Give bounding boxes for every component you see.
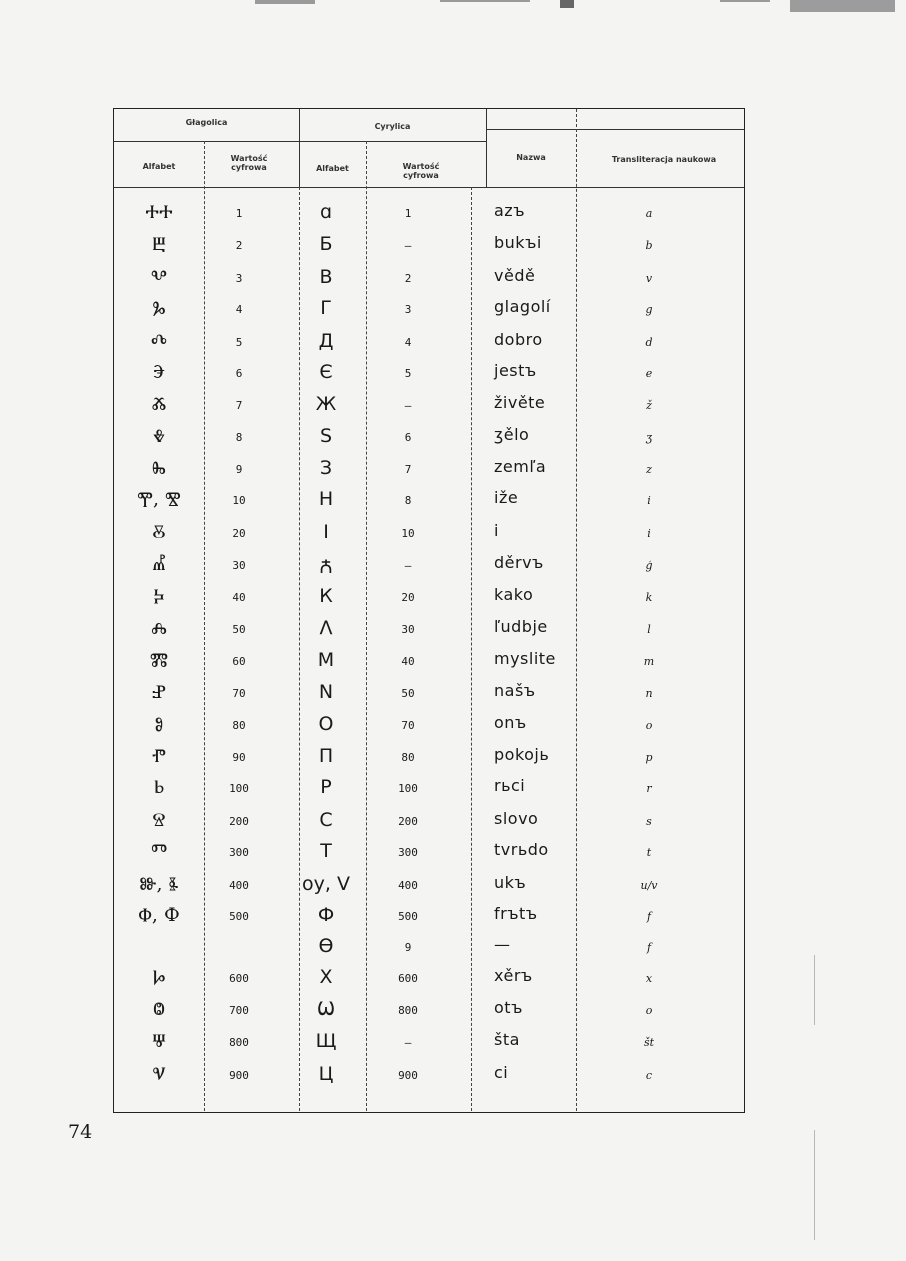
glyph-glagolitic: Ⰴ — [150, 330, 168, 352]
cyrillic-value: 1 — [404, 207, 412, 220]
transliteration: r — [646, 782, 652, 795]
letter-name: myslite — [494, 649, 556, 668]
letter-name: glagolí — [494, 297, 551, 316]
transliteration: f — [646, 941, 652, 954]
transliteration: ž — [646, 399, 652, 412]
transliteration: o — [645, 719, 653, 732]
glagolitic-value: 5 — [235, 336, 243, 349]
letter-name: kako — [494, 585, 534, 604]
cyrillic-value: 20 — [401, 591, 415, 604]
header-c-wartosc: Wartość cyfrowa — [402, 162, 440, 180]
header-top-right — [486, 129, 744, 130]
transliteration: m — [643, 655, 655, 668]
letter-name: iže — [494, 488, 519, 507]
letter-name: ci — [494, 1063, 509, 1082]
header-c-alfabet: Alfabet — [316, 164, 349, 173]
header-group-divider — [299, 109, 300, 187]
letter-name: jestъ — [494, 361, 537, 380]
cyrillic-value: 40 — [401, 655, 415, 668]
transliteration: b — [645, 239, 653, 252]
letter-name: živěte — [494, 393, 546, 412]
cyrillic-value: 300 — [398, 846, 418, 859]
glyph-glagolitic: Ⰷ — [152, 425, 166, 447]
header-g-alfabet: Alfabet — [142, 162, 176, 171]
column-line — [366, 141, 367, 1111]
glagolitic-value: 100 — [229, 782, 249, 795]
scan-mark — [790, 0, 895, 12]
transliteration: št — [643, 1036, 655, 1049]
glyph-cyrillic: ɑ — [319, 201, 333, 223]
cyrillic-value: 900 — [398, 1069, 418, 1082]
letter-name: šta — [494, 1030, 520, 1049]
glyph-glagolitic: ⰀⰀ — [145, 201, 173, 223]
letter-name: děrvъ — [494, 553, 544, 572]
letter-name: zemľa — [494, 457, 547, 476]
header-cyrylica: Cyrylica — [374, 122, 411, 131]
glagolitic-value: 800 — [229, 1036, 249, 1049]
header-transliteracja: Transliteracja naukowa — [611, 155, 717, 164]
letter-name: onъ — [494, 713, 527, 732]
scan-mark — [560, 0, 574, 8]
scan-edge-line — [814, 1130, 815, 1240]
glagolitic-value: 200 — [229, 815, 249, 828]
transliteration: ʒ — [645, 431, 653, 444]
letter-name: ʒělo — [494, 425, 530, 444]
cyrillic-value: — — [404, 399, 412, 412]
column-line — [471, 187, 472, 1111]
glyph-cyrillic: П — [318, 745, 334, 767]
letter-name: tvrьdo — [494, 840, 549, 859]
letter-name: frъtъ — [494, 904, 538, 923]
cyrillic-value: 3 — [404, 303, 412, 316]
transliteration: ģ — [645, 559, 653, 572]
cyrillic-value: 7 — [404, 463, 412, 476]
cyrillic-value: 10 — [401, 527, 415, 540]
glyph-cyrillic: Х — [319, 966, 333, 988]
glyph-cyrillic: oy, V — [302, 873, 350, 895]
glyph-cyrillic: Т — [320, 840, 332, 862]
glagolitic-value: 300 — [229, 846, 249, 859]
glagolitic-value: 80 — [232, 719, 246, 732]
letter-name: — — [494, 935, 511, 954]
transliteration: u/v — [640, 879, 658, 892]
glagolitic-value: 9 — [235, 463, 243, 476]
transliteration: i — [647, 527, 651, 540]
header-bottom — [114, 187, 744, 188]
glyph-glagolitic: Ⱂ — [151, 745, 167, 767]
cyrillic-value: 4 — [404, 336, 412, 349]
cyrillic-value: 100 — [398, 782, 418, 795]
glyph-cyrillic: Ф — [317, 904, 335, 926]
cyrillic-value: 50 — [401, 687, 415, 700]
glyph-cyrillic: Λ — [319, 617, 333, 639]
glyph-glagolitic: Ⰲ — [150, 266, 168, 288]
scan-top-edge — [0, 0, 906, 12]
scan-mark — [720, 0, 770, 2]
cyrillic-value: 6 — [404, 431, 412, 444]
column-line — [576, 109, 577, 1111]
glyph-glagolitic: Ⱁ — [154, 713, 164, 735]
glyph-cyrillic: Б — [319, 233, 333, 255]
glyph-cyrillic: Ѡ — [317, 998, 335, 1020]
glagolitic-value: 500 — [229, 910, 249, 923]
transliteration: s — [646, 815, 652, 828]
column-line — [204, 141, 205, 1111]
glyph-glagolitic: Ⱄ — [152, 809, 166, 831]
cyrillic-value: 600 — [398, 972, 418, 985]
glyph-cyrillic: Д — [318, 330, 334, 352]
glyph-cyrillic: N — [318, 681, 334, 703]
glyph-glagolitic: Ⱇ, Ф — [138, 904, 180, 926]
glagolitic-value: 10 — [232, 494, 246, 507]
glyph-cyrillic: О — [318, 713, 334, 735]
cyrillic-value: 800 — [398, 1004, 418, 1017]
transliteration: v — [645, 272, 653, 285]
transliteration: z — [646, 463, 652, 476]
glagolitic-value: 3 — [235, 272, 243, 285]
glagolitic-value: 6 — [235, 367, 243, 380]
letter-name: rьci — [494, 776, 526, 795]
glyph-cyrillic: Г — [320, 297, 332, 319]
cyrillic-value: 200 — [398, 815, 418, 828]
cyrillic-value: 400 — [398, 879, 418, 892]
glagolitic-value: 30 — [232, 559, 246, 572]
glyph-glagolitic: Ⰹ, Ⰺ — [137, 488, 181, 510]
transliteration: t — [646, 846, 652, 859]
glagolitic-value: 700 — [229, 1004, 249, 1017]
transliteration: k — [645, 591, 653, 604]
glagolitic-value: 8 — [235, 431, 243, 444]
glagolitic-value: 900 — [229, 1069, 249, 1082]
glyph-cyrillic: Щ — [315, 1030, 337, 1052]
glyph-cyrillic: Ж — [315, 393, 337, 415]
glyph-cyrillic: B — [319, 266, 333, 288]
glyph-cyrillic: Ꙉ — [319, 556, 333, 578]
glyph-glagolitic: Ⰶ — [151, 393, 167, 415]
transliteration: n — [645, 687, 653, 700]
header-g-wartosc: Wartość cyfrowa — [230, 154, 268, 172]
glyph-glagolitic: Ⱈ — [152, 966, 166, 988]
transliteration: c — [645, 1069, 653, 1082]
glyph-glagolitic: Ⱀ — [151, 681, 167, 703]
glyph-glagolitic: Ⰱ — [152, 233, 166, 255]
header-nazwa: Nazwa — [516, 153, 546, 162]
glagolitic-value: 1 — [235, 207, 243, 220]
glyph-glagolitic: Ⰵ — [152, 361, 166, 383]
page-number: 74 — [68, 1121, 93, 1143]
glyph-glagolitic: Ⱋ — [152, 1030, 166, 1052]
glagolitic-value: 70 — [232, 687, 246, 700]
glyph-glagolitic: Ⰽ — [153, 585, 165, 607]
glyph-glagolitic: Ⱌ — [152, 1063, 166, 1085]
alphabet-table — [113, 108, 745, 1113]
letter-name: otъ — [494, 998, 523, 1017]
transliteration: p — [645, 751, 653, 764]
glyph-glagolitic: Ⱆ, Ⱛ — [139, 873, 179, 895]
transliteration: a — [645, 207, 653, 220]
letter-name: ukъ — [494, 873, 527, 892]
cyrillic-value: 5 — [404, 367, 412, 380]
letter-name: vědě — [494, 266, 536, 285]
glyph-cyrillic: Є — [319, 361, 333, 383]
glyph-cyrillic: Ѕ — [319, 425, 333, 447]
cyrillic-value: 8 — [404, 494, 412, 507]
letter-name: slovo — [494, 809, 539, 828]
transliteration: o — [645, 1004, 653, 1017]
glyph-cyrillic: Ц — [318, 1063, 334, 1085]
cyrillic-value: 9 — [404, 941, 412, 954]
cyrillic-value: — — [404, 239, 412, 252]
cyrillic-value: 500 — [398, 910, 418, 923]
cyrillic-value: — — [404, 559, 412, 572]
glyph-glagolitic: Ⰿ — [149, 649, 169, 671]
letter-name: i — [494, 521, 499, 540]
transliteration: d — [645, 336, 653, 349]
transliteration: l — [647, 623, 651, 636]
cyrillic-value: 70 — [401, 719, 415, 732]
scan-mark — [255, 0, 315, 4]
cyrillic-value: 80 — [401, 751, 415, 764]
glyph-glagolitic: Ⰻ — [152, 521, 166, 543]
glagolitic-value: 90 — [232, 751, 246, 764]
glyph-glagolitic: Ⱃ — [153, 776, 165, 798]
cyrillic-value: 2 — [404, 272, 412, 285]
header-group-divider — [486, 109, 487, 187]
glyph-cyrillic: Н — [318, 488, 334, 510]
glagolitic-value: 7 — [235, 399, 243, 412]
cyrillic-value: 30 — [401, 623, 415, 636]
glyph-cyrillic: Ѳ — [318, 935, 334, 957]
glagolitic-value: 60 — [232, 655, 246, 668]
glyph-cyrillic: З — [319, 457, 333, 479]
glyph-glagolitic: Ⱉ — [153, 998, 165, 1020]
glyph-cyrillic: К — [319, 585, 333, 607]
glyph-glagolitic: Ⰳ — [152, 297, 166, 319]
transliteration: x — [645, 972, 653, 985]
glyph-glagolitic: Ⰾ — [151, 617, 167, 639]
letter-name: našъ — [494, 681, 536, 700]
scan-mark — [440, 0, 530, 2]
glyph-glagolitic: Ⰸ — [152, 457, 166, 479]
transliteration: i — [647, 494, 651, 507]
glyph-cyrillic: С — [319, 809, 333, 831]
scan-edge-line — [814, 955, 815, 1025]
glagolitic-value: 40 — [232, 591, 246, 604]
glyph-cyrillic: М — [317, 649, 335, 671]
glagolitic-value: 20 — [232, 527, 246, 540]
letter-name: xěrъ — [494, 966, 533, 985]
letter-name: dobro — [494, 330, 543, 349]
glagolitic-value: 400 — [229, 879, 249, 892]
glagolitic-value: 4 — [235, 303, 243, 316]
letter-name: azъ — [494, 201, 526, 220]
transliteration: g — [645, 303, 653, 316]
letter-name: bukъi — [494, 233, 542, 252]
glyph-glagolitic: Ⱅ — [151, 840, 167, 862]
glagolitic-value: 2 — [235, 239, 243, 252]
glagolitic-value: 600 — [229, 972, 249, 985]
letter-name: pokojь — [494, 745, 550, 764]
glagolitic-value: 50 — [232, 623, 246, 636]
glyph-cyrillic: Р — [320, 776, 332, 798]
glyph-cyrillic: І — [323, 521, 329, 543]
transliteration: e — [645, 367, 653, 380]
glyph-glagolitic: Ⰼ — [152, 553, 166, 575]
letter-name: ľudbje — [494, 617, 548, 636]
cyrillic-value: — — [404, 1036, 412, 1049]
header-glagolica: Głagolica — [185, 118, 228, 127]
transliteration: f — [646, 910, 652, 923]
